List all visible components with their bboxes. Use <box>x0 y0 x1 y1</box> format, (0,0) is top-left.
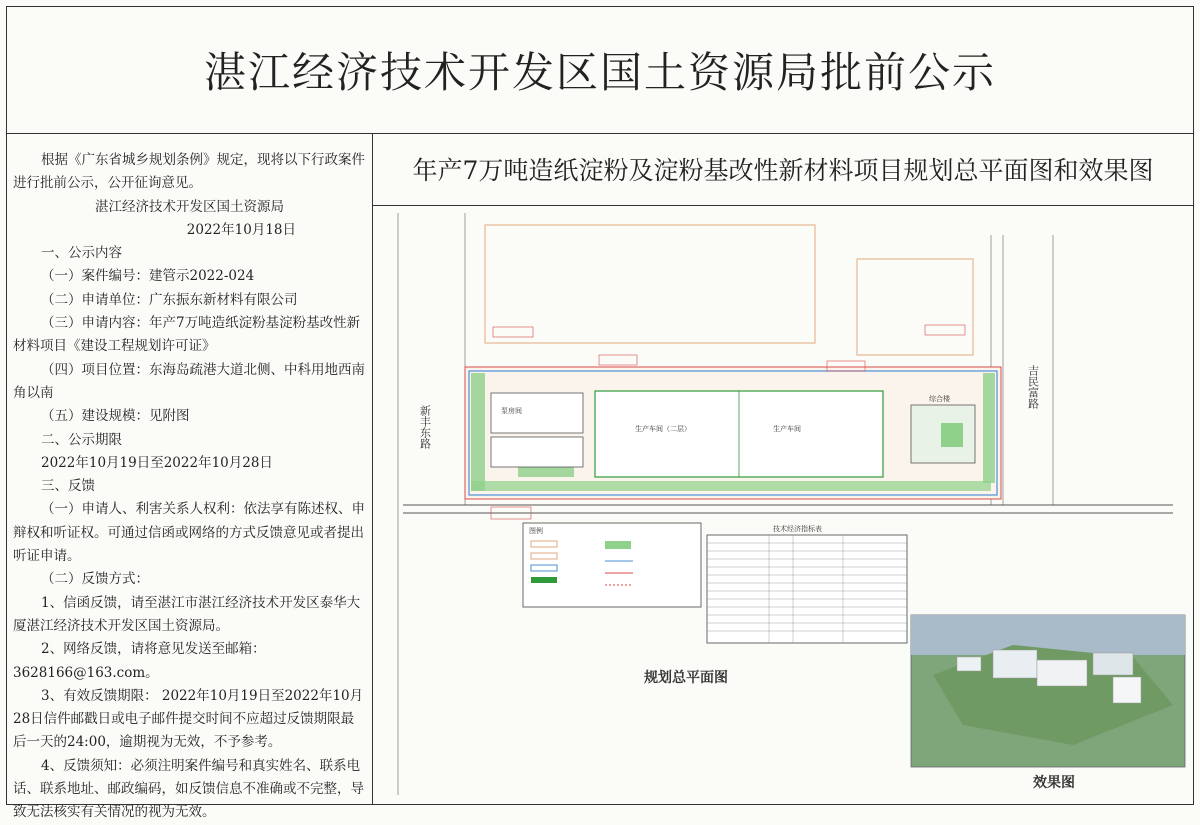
project-location: （四）项目位置：东海岛疏港大道北侧、中科用地西南角以南 <box>13 361 365 401</box>
feedback-deadline: 3、有效反馈期限： 2022年10月19日至2022年10月28日信件邮戳日或电子邮件提交时间不应超过反馈期限最后一天的24:00，逾期视为无效，不予参考。 <box>13 687 364 751</box>
indicator-table-title: 技术经济指标表 <box>773 525 822 533</box>
construction-scale: （五）建设规模：见附图 <box>41 408 190 425</box>
pump-label: 泵房间 <box>501 407 522 415</box>
plan-title: 年产7万吨造纸淀粉及淀粉基改性新材料项目规划总平面图和效果图 <box>373 133 1193 206</box>
feedback-methods-title: （二）反馈方式： <box>41 571 149 588</box>
feedback-email: 2、网络反馈，请将意见发送至邮箱：3628166@163.com。 <box>13 641 266 681</box>
effect-building <box>1093 653 1133 675</box>
neighbour-plot <box>485 225 815 343</box>
notice-frame <box>6 6 1194 821</box>
indicator-table <box>707 535 907 643</box>
section-2-title: 二、公示期限 <box>41 431 122 448</box>
effect-building <box>993 650 1037 678</box>
green-belt <box>983 373 995 483</box>
applicant: （二）申请单位：广东振东新材料有限公司 <box>41 291 298 308</box>
workshop-label-2: 生产车间 <box>773 425 801 433</box>
notice-text-panel <box>7 133 373 821</box>
effect-building <box>1113 677 1141 703</box>
site-plan-area <box>373 205 1193 804</box>
road-label-right: 吉民富路 <box>1026 365 1040 409</box>
neighbour-plot <box>857 259 973 355</box>
green-belt <box>471 481 991 491</box>
site-plan-drawing <box>373 205 1193 804</box>
issue-date: 2022年10月18日 <box>186 221 296 238</box>
section-1-title: 一、公示内容 <box>41 245 122 262</box>
green-belt <box>471 373 485 491</box>
legend-title: 图例 <box>529 527 543 535</box>
feedback-rights: （一）申请人、利害关系人权利：依法享有陈述权、申辩权和听证权。可通过信函或网络的方式反馈意见或者提出听证申请。 <box>13 501 365 565</box>
workshop-label-1: 生产车间（二层） <box>635 425 691 433</box>
issuer: 湛江经济技术开发区国土资源局 <box>95 198 284 215</box>
intro-text: 根据《广东省城乡规划条例》规定，现将以下行政案件进行批前公示，公开征询意见。 <box>13 152 365 192</box>
effect-caption: 效果图 <box>1033 775 1075 791</box>
plan-caption: 规划总平面图 <box>644 670 728 686</box>
section-3-title: 三、反馈 <box>41 478 95 495</box>
page-title: 湛江经济技术开发区国土资源局批前公示 <box>7 7 1193 134</box>
office-label: 综合楼 <box>929 395 950 403</box>
feedback-letter: 1、信函反馈，请至湛江市湛江经济技术开发区泰华大厦湛江经济技术开发区国土资源局。 <box>13 594 361 634</box>
case-number: （一）案件编号：建管示2022-024 <box>41 268 255 285</box>
effect-building <box>1037 660 1087 686</box>
courtyard <box>941 423 963 447</box>
green-belt <box>518 467 574 477</box>
application-content: （三）申请内容：年产7万吨造纸淀粉基淀粉基改性新材料项目《建设工程规划许可证》 <box>13 315 361 355</box>
notice-period: 2022年10月19日至2022年10月28日 <box>41 454 273 471</box>
warehouse <box>491 437 583 467</box>
effect-building <box>957 657 981 671</box>
road-label-left: 新丰东路 <box>418 405 432 449</box>
feedback-notes: 4、反馈须知：必须注明案件编号和真实姓名、联系电话、联系地址、邮政编码，如反馈信息不准确或不完整，导致无法核实有关情况的视为无效。 <box>13 757 364 821</box>
